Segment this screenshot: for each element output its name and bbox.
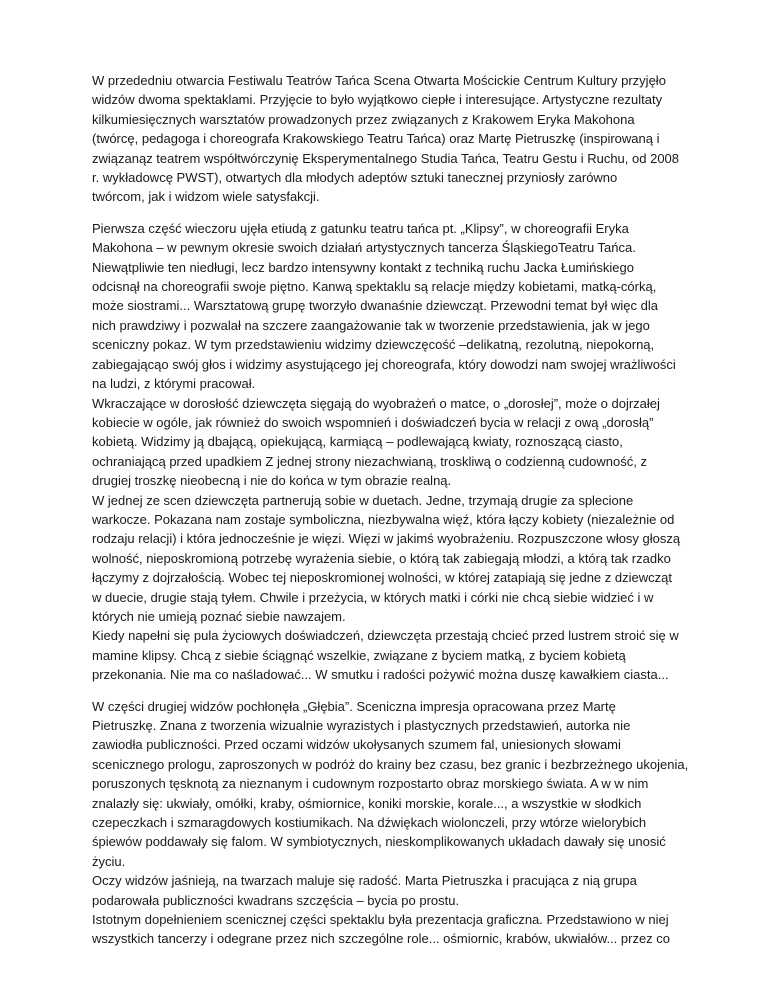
- text-line: Pietruszkę. Znana z tworzenia wizualnie wyrazistych i plastycznych przedstawień, autorka nie: [92, 718, 631, 733]
- text-line: życiu.: [92, 853, 126, 869]
- text-line: kobiecie w ogóle, jak również do swoich wspomnień i doświadczeń bycia w relacji z ową „dorosłą”: [92, 414, 654, 430]
- text-line: łączymy z dojrzałością. Wobec tej nieposkromionej wolności, w której zatapiają się jedne z dziewcząt: [92, 570, 672, 586]
- text-line: w duecie, drugie stają tyłem. Chwile i przeżycia, w których matki i córki nie chcą siebie widzieć i w: [92, 589, 654, 605]
- text-line: odcisnął na choreografii swoje piętno. Kanwą spektaklu są relacje między kobietami, matką-córką,: [92, 279, 657, 295]
- text-line: ochraniającą przed upadkiem Z jednej strony niezachwianą, troskliwą o codzienną cudowność, z: [92, 453, 647, 469]
- text-line: W jednej ze scen dziewczęta partnerują sobie w duetach. Jedne, trzymają drugie za splecione: [92, 492, 634, 508]
- text-line: nich prawdziwy i pozwalał na szczere zaangażowanie tak w tworzenie przedstawienia, jak w jego: [92, 317, 650, 333]
- text-line: mamine klipsy. Chcą z siebie ściągnąć wszelkie, związane z byciem matką, z byciem kobietą: [92, 647, 626, 663]
- text-line: r. wykładowcę PWST), otwartych dla młodych adeptów sztuki tanecznej przyniosły zarówno: [92, 170, 618, 186]
- document-body: [92, 71, 694, 961]
- text-line: Oczy widzów jaśnieją, na twarzach maluje się radość. Marta Pietruszka i pracująca z nią grupa: [92, 873, 637, 889]
- text-line: wolność, nieposkromioną potrzebę wyrażenia siebie, o którą tak zabiegają młodzi, a którą tak rzadko: [92, 550, 671, 566]
- text-line: znalazły się: ukwiały, omółki, kraby, ośmiornice, koniki morskie, korale..., a wszystkie w słodkich: [92, 795, 642, 811]
- text-line: W części drugiej widzów pochłonęła „Głębia”. Sceniczna impresja opracowana przez Martę: [92, 698, 616, 714]
- text-line: Wkraczające w dorosłość dziewczęta sięgają do wyobrażeń o matce, o „dorosłej”, może o dojrzałej: [92, 395, 660, 411]
- text-line: związanąz teatrem współtwórczynię Eksperymentalnego Studia Tańca, Teatru Gestu i Ruchu, od 2008: [92, 150, 680, 166]
- text-line: może siostrami... Warsztatową grupę tworzyło dwanaśnie dziewcząt. Przewodni temat był więc dla: [92, 298, 658, 314]
- paragraph: [92, 697, 694, 949]
- text-line: Pierwsza część wieczoru ujęła etiudą z gatunku teatru tańca pt. „Klipsy”, w choreografii Eryka: [92, 220, 629, 236]
- text-line: czepeczkach i szmaragdowych kostiumikach. Na dźwiękach wiolonczeli, przy wtórze wielorybich: [92, 815, 647, 831]
- text-line: Makohona – w pewnym okresie swoich działań artystycznych tancerza ŚląskiegoTeatru Tańca.: [92, 240, 636, 256]
- text-line: W przededniu otwarcia Festiwalu Teatrów Tańca Scena Otwarta Mościckie Centrum Kultury przyjęło: [92, 73, 666, 88]
- paragraph: [92, 71, 694, 207]
- text-line: widzów dwoma spektaklami. Przyjęcie to było wyjątkowo ciepłe i interesujące. Artystyczne rezultaty: [92, 92, 663, 108]
- text-line: śpiewów poddawały się falom. W symbiotycznych, nieskomplikowanych układach dawały się unosić: [92, 834, 666, 850]
- text-line: których nie umieją poznać siebie nawzajem.: [92, 608, 346, 624]
- text-line: (twórcę, pedagoga i choreografa Krakowskiego Teatru Tańca) oraz Martę Pietruszkę (inspirowaną i: [92, 131, 660, 147]
- text-line: wszystkich tancerzy i odegrane przez nich szczególne role... ośmiornic, krabów, ukwiałów... przez co: [92, 931, 671, 947]
- text-line: zawiodła publiczności. Przed oczami widzów ukołysanych szumem fal, uniesionych słowami: [92, 737, 621, 753]
- text-line: scenicznego prologu, zaproszonych w podróż do krainy bez czasu, bez granic i bezbrzeżnego ukojenia,: [92, 756, 689, 772]
- text-line: twórcom, jak i widzom wiele satysfakcji.: [92, 189, 320, 205]
- text-line: sceniczny pokaz. W tym przedstawieniu widzimy dziewczęcość –delikatną, rezolutną, niepokorną,: [92, 337, 655, 353]
- text-line: na ludzi, z którymi pracował.: [92, 376, 256, 392]
- text-line: poruszonych tęsknotą za nieznanym i cudownym rozpostarto obraz morskiego świata. A w w nim: [92, 776, 649, 792]
- text-line: Niewątpliwie ten niedługi, lecz bardzo intensywny kontakt z techniką ruchu Jacka Łumińskiego: [92, 259, 634, 275]
- text-line: kilkumiesięcznych warsztatów prowadzonych przez związanych z Krakowem Eryka Makohona: [92, 111, 635, 127]
- text-line: podarowała publiczności kwadrans szczęścia – bycia po prostu.: [92, 892, 460, 908]
- text-line: drugiej troszkę nieobecną i nie do końca w tym obrazie realną.: [92, 473, 452, 489]
- text-line: zabiegającąo swój głos i widzimy asystującego jej choreografa, który dowodzi nam swojej wrażliwości: [92, 356, 676, 372]
- text-line: kobietą. Widzimy ją dbającą, opiekującą, karmiącą – podlewającą kwiaty, roznoszącą ciasto,: [92, 434, 623, 450]
- paragraph: [92, 219, 694, 685]
- text-line: przekonania. Nie ma co naśladować... W smutku i radości pożywić można duszę kawałkiem ciasta...: [92, 667, 669, 683]
- text-line: rodzaju relacji) i która jednocześnie je więzi. Więzi w jakimś wyobrażeniu. Rozpuszczone włosy głoszą: [92, 531, 681, 547]
- text-line: warkocze. Pokazana nam zostaje symboliczna, niezbywalna więź, która łączy kobiety (niezależnie od: [92, 511, 675, 527]
- text-line: Istotnym dopełnieniem scenicznej części spektaklu była prezentacja graficzna. Przedstawiono w niej: [92, 912, 669, 928]
- text-line: Kiedy napełni się pula życiowych doświadczeń, dziewczęta przestają chcieć przed lustrem stroić się w: [92, 628, 679, 644]
